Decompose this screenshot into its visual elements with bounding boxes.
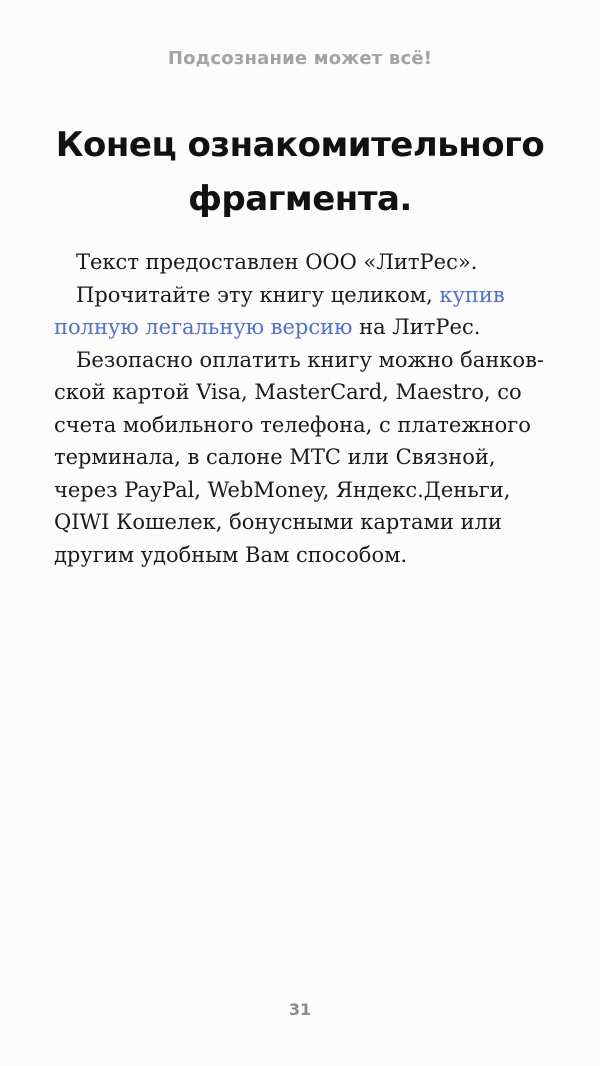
paragraph-payment: Безопасно оплатить книгу можно банковской картой Visa, MasterCard, Maestro, со счета мобильного телефона, с платежного терминала, в салоне МТС или Связной, через PayPal, WebMoney, Яндекс.Деньги, QIWI Кошелек, бонусными картами или другим удобным Вам способом. — [54, 347, 545, 567]
paragraph-provider: Текст предоставлен ООО «ЛитРес». — [76, 250, 478, 274]
paragraph-buy-text-before: Прочитайте эту книгу целиком, — [76, 282, 440, 307]
chapter-title: Конец ознакомительного фрагмента. — [55, 125, 545, 219]
buy-full-version-link[interactable]: купив полную легальную версию — [54, 282, 505, 339]
page-number: 31 — [288, 1000, 312, 1019]
reader-text — [54, 246, 550, 571]
paragraph-buy — [54, 279, 550, 344]
book-title-header: Подсознание может всё! — [167, 48, 433, 69]
paragraph-buy-text-after: на ЛитРес. — [352, 315, 481, 339]
